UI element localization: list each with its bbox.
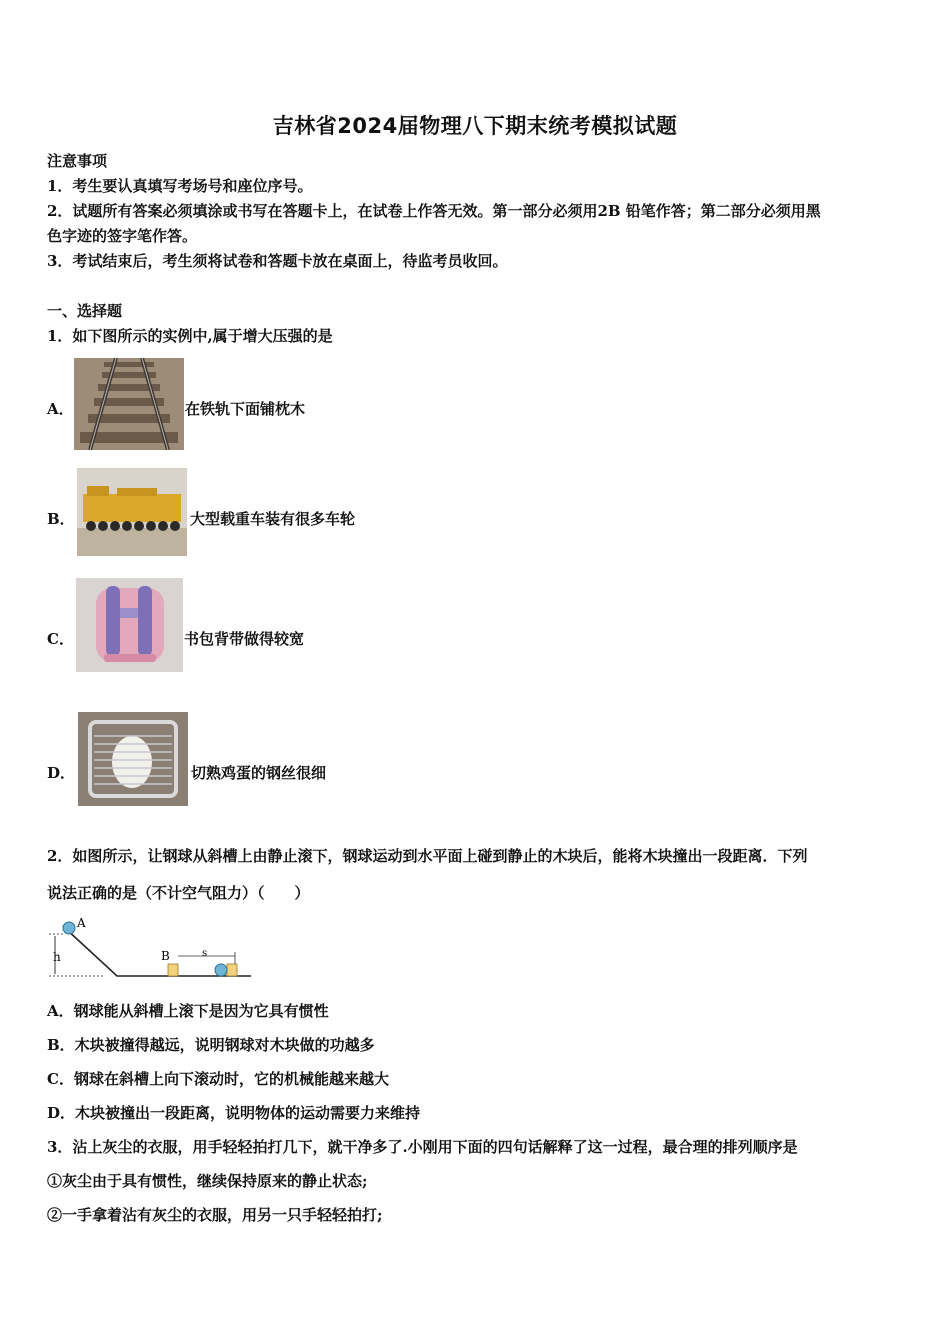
q2-option-d: D．木块被撞出一段距离，说明物体的运动需要力来维持 — [47, 1104, 421, 1122]
section-heading: 一、选择题 — [47, 302, 123, 320]
notice-item: 2．试题所有答案必须填涂或书写在答题卡上，在试卷上作答无效。第一部分必须用2B 铅笔作答；第二部分必须用黑 — [47, 202, 821, 220]
block-label: B — [161, 949, 170, 963]
q2-option-a: A．钢球能从斜槽上滚下是因为它具有惯性 — [47, 1002, 329, 1020]
option-b-text: 大型载重车装有很多车轮 — [190, 510, 356, 528]
question-2-stem-cont: 说法正确的是（不计空气阻力）（ ） — [47, 884, 310, 902]
notice-heading: 注意事项 — [47, 152, 108, 170]
page-title: 吉林省2024届物理八下期末统考模拟试题 — [272, 114, 678, 138]
option-c-letter: C． — [47, 630, 74, 648]
notice-item: 色字迹的签字笔作答。 — [47, 227, 198, 245]
notice-item: 3．考试结束后，考生须将试卷和答题卡放在桌面上，待监考员收回。 — [47, 252, 508, 270]
egg-slicer-photo — [78, 712, 188, 806]
question-2-stem: 2．如图所示，让钢球从斜槽上由静止滚下，钢球运动到水平面上碰到静止的木块后，能将木块撞出一段距离．下列 — [47, 847, 808, 865]
railway-sleepers-photo — [74, 358, 184, 450]
q3-item-2: ②一手拿着沾有灰尘的衣服，用另一只手轻轻拍打; — [47, 1206, 383, 1224]
heavy-truck-photo — [77, 468, 187, 556]
option-a-text: 在铁轨下面铺枕木 — [185, 400, 306, 418]
q2-option-c: C．钢球在斜槽上向下滚动时，它的机械能越来越大 — [47, 1070, 389, 1088]
notice-item: 1．考生要认真填写考场号和座位序号。 — [47, 177, 313, 195]
option-a-letter: A． — [47, 400, 74, 418]
question-3-stem: 3．沾上灰尘的衣服，用手轻轻拍打几下，就干净多了.小刚用下面的四句话解释了这一过程，最合理的排列顺序是 — [47, 1138, 798, 1156]
distance-label: s — [202, 948, 208, 959]
option-c-text: 书包背带做得较宽 — [184, 630, 305, 648]
option-b-letter: B． — [47, 510, 75, 528]
backpack-photo — [76, 578, 183, 672]
question-1-stem: 1．如下图所示的实例中,属于增大压强的是 — [47, 327, 333, 345]
incline-ball-block-diagram — [45, 914, 255, 982]
option-d-letter: D． — [47, 764, 76, 782]
height-label: h — [53, 950, 61, 964]
q3-item-1: ①灰尘由于具有惯性，继续保持原来的静止状态; — [47, 1172, 368, 1190]
option-d-text: 切熟鸡蛋的钢丝很细 — [191, 764, 327, 782]
q2-option-b: B．木块被撞得越远，说明钢球对木块做的功越多 — [47, 1036, 375, 1054]
ball-start-label: A — [77, 916, 86, 930]
